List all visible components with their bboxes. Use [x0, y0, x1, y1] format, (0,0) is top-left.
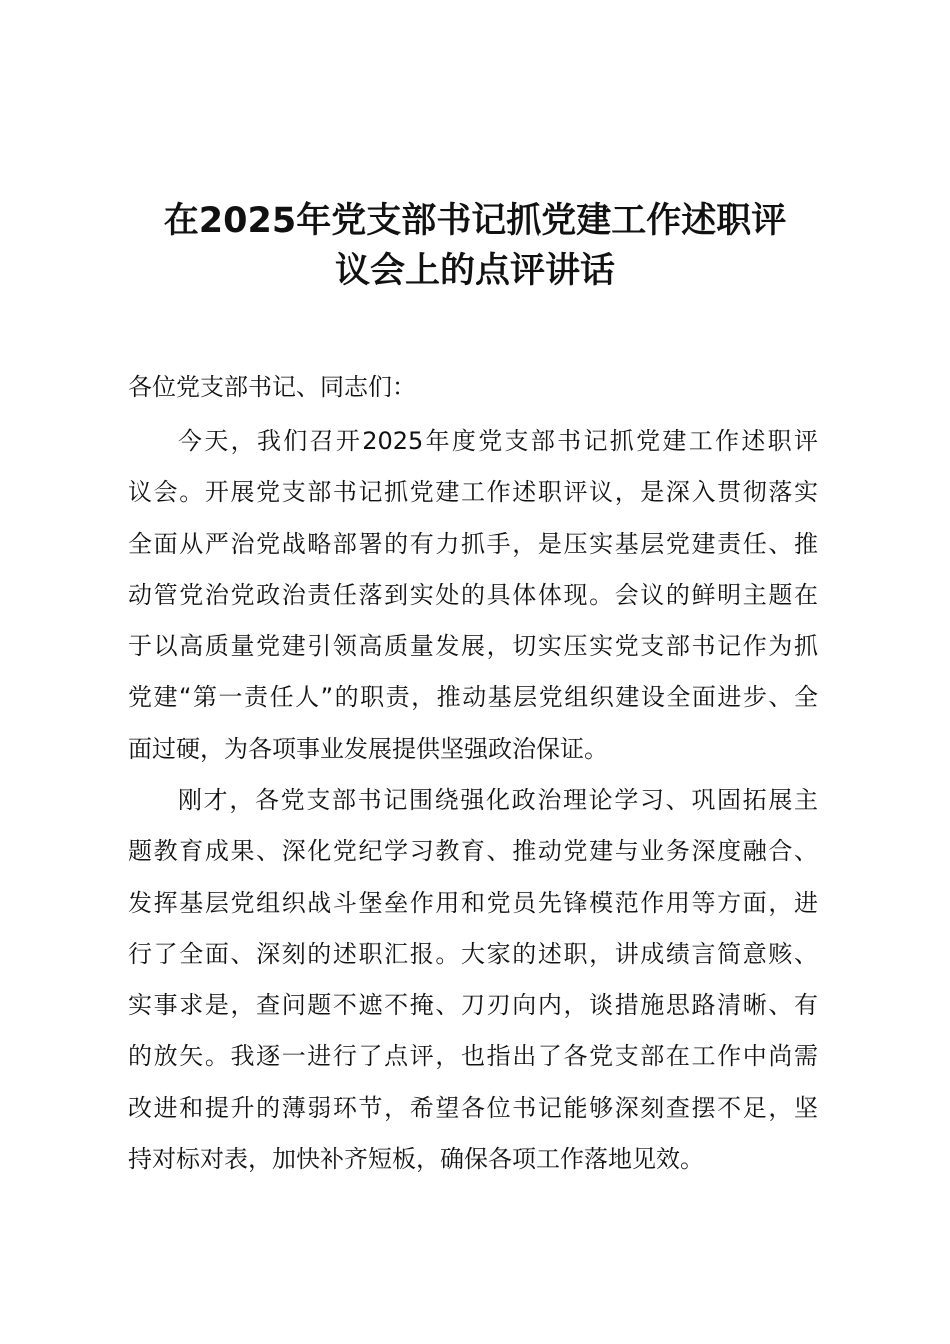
- paragraph-line: 党建“第一责任人”的职责，推动基层党组织建设全面进步、全: [128, 683, 818, 712]
- paragraph-line: 的放矢。我逐一进行了点评，也指出了各党支部在工作中尚需: [128, 1042, 818, 1071]
- document-title: [0, 196, 950, 296]
- paragraph-line: 实事求是，查问题不遮不掩、刀刃向内，谈措施思路清晰、有: [128, 991, 818, 1020]
- paragraph-1: [128, 416, 818, 775]
- title-line: 在2025年党支部书记抓党建工作述职评: [163, 201, 787, 241]
- paragraph-line: 行了全面、深刻的述职汇报。大家的述职，讲成绩言简意赅、: [128, 939, 818, 968]
- paragraph-line: 全面从严治党战略部署的有力抓手，是压实基层党建责任、推: [128, 529, 818, 558]
- paragraph-2: [128, 775, 818, 1185]
- paragraph-line: 动管党治党政治责任落到实处的具体体现。会议的鲜明主题在: [128, 580, 818, 609]
- paragraph-line: 刚才，各党支部书记围绕强化政治理论学习、巩固拓展主: [178, 786, 818, 814]
- greeting: 各位党支部书记、同志们：: [128, 373, 416, 401]
- paragraph-line: 于以高质量党建引领高质量发展，切实压实党支部书记作为抓: [128, 632, 818, 661]
- paragraph-line: 今天，我们召开2025年度党支部书记抓党建工作述职评: [178, 427, 818, 455]
- paragraph-line: 持对标对表，加快补齐短板，确保各项工作落地见效。: [128, 1145, 704, 1174]
- paragraph-line: 改进和提升的薄弱环节，希望各位书记能够深刻查摆不足，坚: [128, 1093, 818, 1122]
- title-line: 议会上的点评讲话: [334, 251, 615, 291]
- paragraph-line: 发挥基层党组织战斗堡垒作用和党员先锋模范作用等方面，进: [128, 888, 818, 917]
- paragraph-line: 面过硬，为各项事业发展提供坚强政治保证。: [128, 734, 608, 763]
- paragraph-line: 议会。开展党支部书记抓党建工作述职评议，是深入贯彻落实: [128, 478, 818, 507]
- paragraph-line: 题教育成果、深化党纪学习教育、推动党建与业务深度融合、: [128, 837, 818, 866]
